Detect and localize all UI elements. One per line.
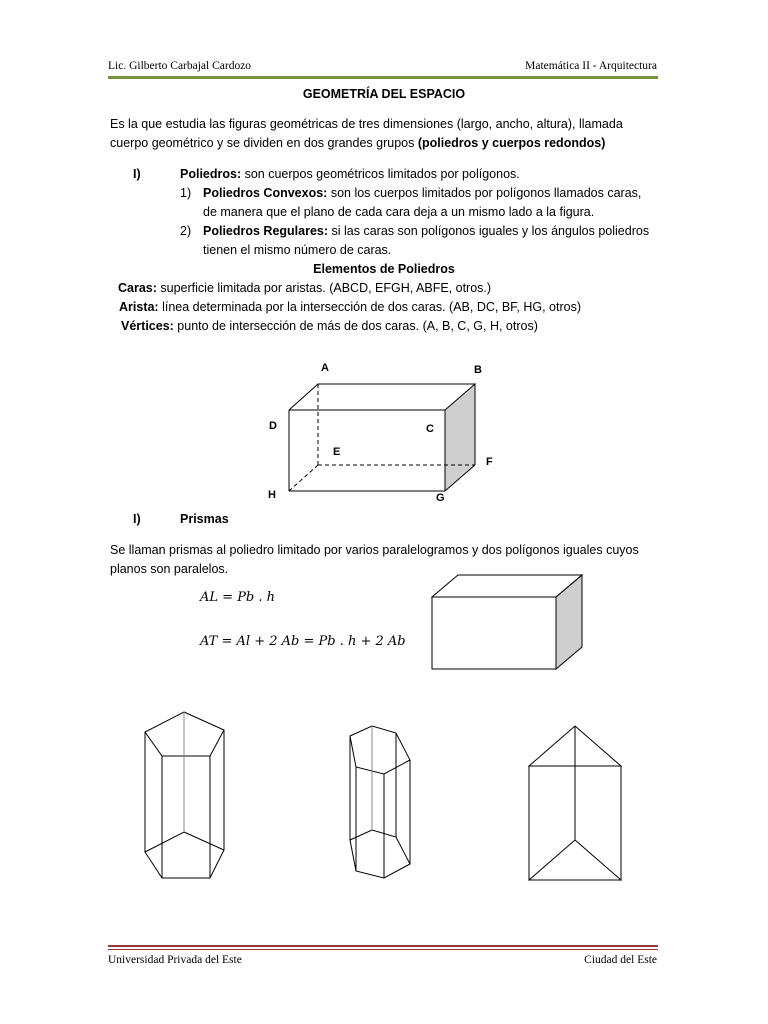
vertex-label-g: G (436, 492, 445, 504)
def-caras-term: Caras: (118, 281, 157, 295)
vertex-label-b: B (474, 364, 482, 376)
footer-rule-top (108, 945, 658, 947)
header-author: Lic. Gilberto Carbajal Cardozo (108, 60, 252, 72)
section1-text: son cuerpos geométricos limitados por polígonos. (241, 167, 520, 181)
vertex-label-e: E (333, 446, 341, 458)
prism-def-line-2: planos son paralelos. (110, 562, 229, 576)
item1-num: 1) (180, 186, 192, 200)
def-vertices-term: Vértices: (121, 319, 174, 333)
elements-heading: Elementos de Poliedros (313, 262, 455, 276)
item1-term: Poliedros Convexos: (203, 186, 328, 200)
formula-al-rhs: = Pb . h (218, 590, 276, 605)
footer-university: Universidad Privada del Este (108, 954, 242, 966)
item2-term: Poliedros Regulares: (203, 224, 329, 238)
vertex-label-f: F (486, 456, 493, 468)
item1-cont: de manera que el plano de cada cara deja a un mismo lado a la figura. (203, 205, 595, 219)
prism-def-line-1: Se llaman prismas al poliedro limitado por varios paralelogramos y dos polígonos iguales cuyos (110, 543, 639, 557)
item1-text: son los cuerpos limitados por polígonos llamados caras, (327, 186, 642, 200)
vertex-label-c: C (426, 423, 434, 435)
intro-text: y se dividen en dos grandes grupos (213, 136, 418, 150)
def-vertices-text: punto de intersección de más de dos caras. (A, B, C, G, H, otros) (173, 319, 538, 333)
def-arista-text: línea determinada por la intersección de dos caras. (AB, DC, BF, HG, otros) (158, 300, 581, 314)
vertex-label-a: A (321, 362, 329, 374)
item2-text: si las caras son polígonos iguales y los ángulos poliedros (328, 224, 650, 238)
formula-at-lhs: AT (200, 634, 218, 649)
formula-al-lhs: AL (200, 590, 219, 605)
def-arista-term: Arista: (119, 300, 159, 314)
section2-term: Prismas (180, 512, 229, 526)
section1-numeral: I) (133, 167, 141, 181)
formula-at-rhs: = Al + 2 Ab = Pb . h + 2 Ab (217, 634, 406, 649)
def-caras-text: superficie limitada por aristas. (ABCD, EFGH, ABFE, otros.) (156, 281, 492, 295)
item2-num: 2) (180, 224, 192, 238)
section2-numeral: I) (133, 512, 141, 526)
page-title: GEOMETRÍA DEL ESPACIO (302, 87, 466, 101)
triangle-bottom (529, 840, 621, 880)
vertex-label-h: H (268, 489, 276, 501)
item2-cont: tienen el mismo número de caras. (203, 243, 392, 257)
header-course: Matemática II - Arquitectura (525, 60, 657, 72)
intro-term: cuerpo geométrico (110, 136, 214, 150)
intro-line-1: Es la que estudia las figuras geométricas de tres dimensiones (largo, ancho, altura), llamada (110, 117, 623, 131)
footer-rule-bottom (108, 949, 658, 950)
section1-term: Poliedros: (180, 167, 242, 181)
intro-groups: (poliedros y cuerpos redondos) (417, 136, 606, 150)
footer-city: Ciudad del Este (584, 954, 657, 966)
vertex-label-d: D (269, 420, 277, 432)
